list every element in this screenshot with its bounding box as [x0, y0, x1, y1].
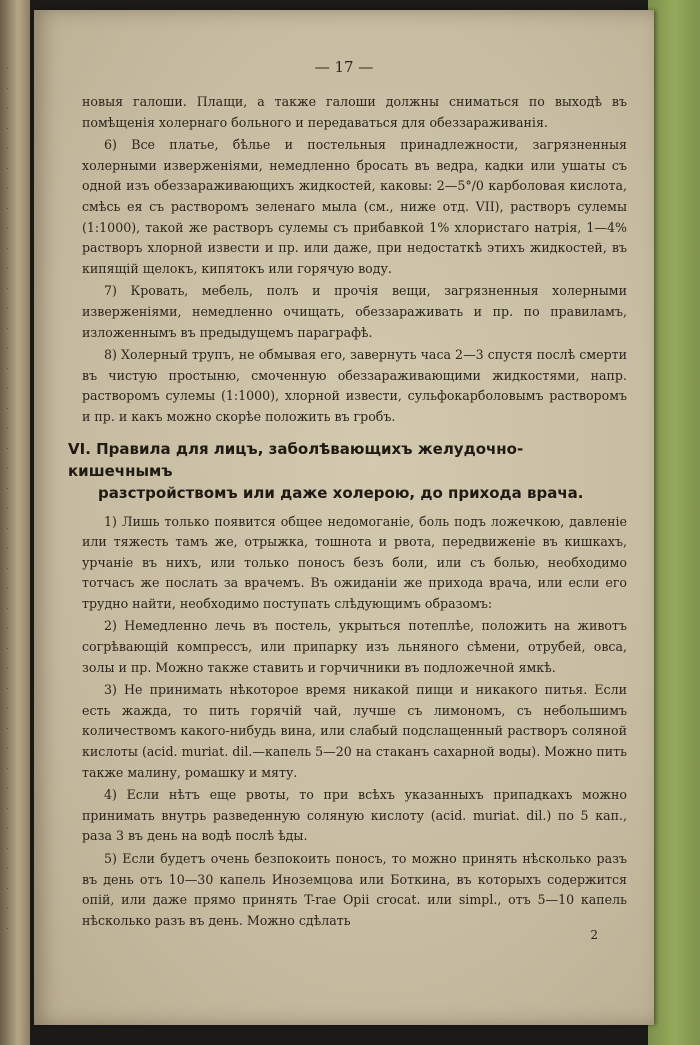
- section-heading-line2: разстройствомъ или даже холерою, до прихода врача.: [98, 483, 584, 502]
- paragraph: 5) Если будетъ очень безпокоить поносъ, то можно принять нѣсколько разъ въ день отъ 10—30 капель Иноземцова или Боткина, въ которыхъ содержится опій, или даже прямо принять T-rae Opii crocat. или simpl., отъ 5—10 капель нѣсколько разъ въ день. Можно сдѣлать: [82, 851, 627, 928]
- book-page: [34, 10, 654, 1025]
- paragraph: 7) Кровать, мебель, полъ и прочія вещи, загрязненныя холерными изверженіями, немедленно очищать, обеззараживать и пр. по правиламъ, изложеннымъ въ предыдущемъ параграфѣ.: [82, 283, 627, 340]
- paragraph: 2) Немедленно лечь въ постель, укрыться потеплѣе, положить на животъ согрѣвающій компрессъ, или припарку изъ льняного сѣмени, отрубей, овса, золы и пр. Можно также ставить и горчичники въ подложечной ямкѣ.: [82, 618, 627, 675]
- paragraph: 1) Лишь только появится общее недомоганіе, боль подъ ложечкою, давленіе или тяжесть тамъ же, отрыжка, тошнота и рвота, передвиженіе въ кишкахъ, урчаніе въ нихъ, или только поносъ безъ боли, или съ болью, необходимо тотчасъ же послать за врачемъ. Въ ожиданіи же прихода врача, или если его трудно найти, необходимо поступать слѣдующимъ образомъ:: [82, 513, 627, 611]
- section-heading-line1: VI. Правила для лицъ, заболѣвающихъ желудочно-кишечнымъ: [68, 439, 524, 480]
- section-heading: [68, 438, 627, 504]
- left-page-partial-text: · · · · · · · · · · · · · · · · · · · · · · · · · · · · · · · · · · · · · · · · · · · ·: [6, 64, 11, 935]
- left-page-edge: [0, 0, 30, 1045]
- page-number: — 17 —: [314, 58, 374, 76]
- signature-mark: 2: [590, 928, 598, 942]
- paragraph: 4) Если нѣтъ еще рвоты, то при всѣхъ указанныхъ припадкахъ можно принимать внутрь разведенную соляную кислоту (acid. muriat. dil.) по 5 кап., раза 3 въ день на водѣ послѣ ѣды.: [82, 787, 627, 844]
- paragraph: 8) Холерный трупъ, не обмывая его, завернуть часа 2—3 спустя послѣ смерти въ чистую простыню, смоченную обеззараживающими жидкостями, напр. растворомъ сулемы (1:1000), хлорной извести, сульфокарболовымъ растворомъ и пр. и какъ можно скорѣе положить въ гробъ.: [82, 347, 627, 424]
- page-body: [68, 92, 627, 933]
- paragraph: 6) Все платье, бѣлье и постельныя принадлежности, загрязненныя холерными изверженіями, немедленно бросать въ ведра, кадки или ушаты съ одной изъ обеззараживающихъ жидкостей, каковы: 2—5°/0 карболовая кислота, смѣсь ея съ растворомъ зеленаго мыла (см., ниже отд. VII), растворъ сулемы (1:1000), такой же растворъ сулемы съ прибавкой 1% хлористаго натрія, 1—4% растворъ хлорной извести и пр. или даже, при недостаткѣ этихъ жидкостей, въ кипящій щелокъ, кипятокъ или горячую воду.: [82, 137, 627, 276]
- book-cover-edge: [648, 0, 700, 1045]
- paragraph: новыя галоши. Плащи, а также галоши должны сниматься по выходѣ въ помѣщенія холернаго больного и передаваться для обеззараживанія.: [82, 94, 627, 130]
- paragraph: 3) Не принимать нѣкоторое время никакой пищи и никакого питья. Если есть жажда, то пить горячій чай, лучше съ лимономъ, съ небольшимъ количествомъ какого-нибудь вина, или слабый подслащенный растворъ соляной кислоты (acid. muriat. dil.—капель 5—20 на стаканъ сахарной воды). Можно пить также малину, ромашку и мяту.: [82, 682, 627, 780]
